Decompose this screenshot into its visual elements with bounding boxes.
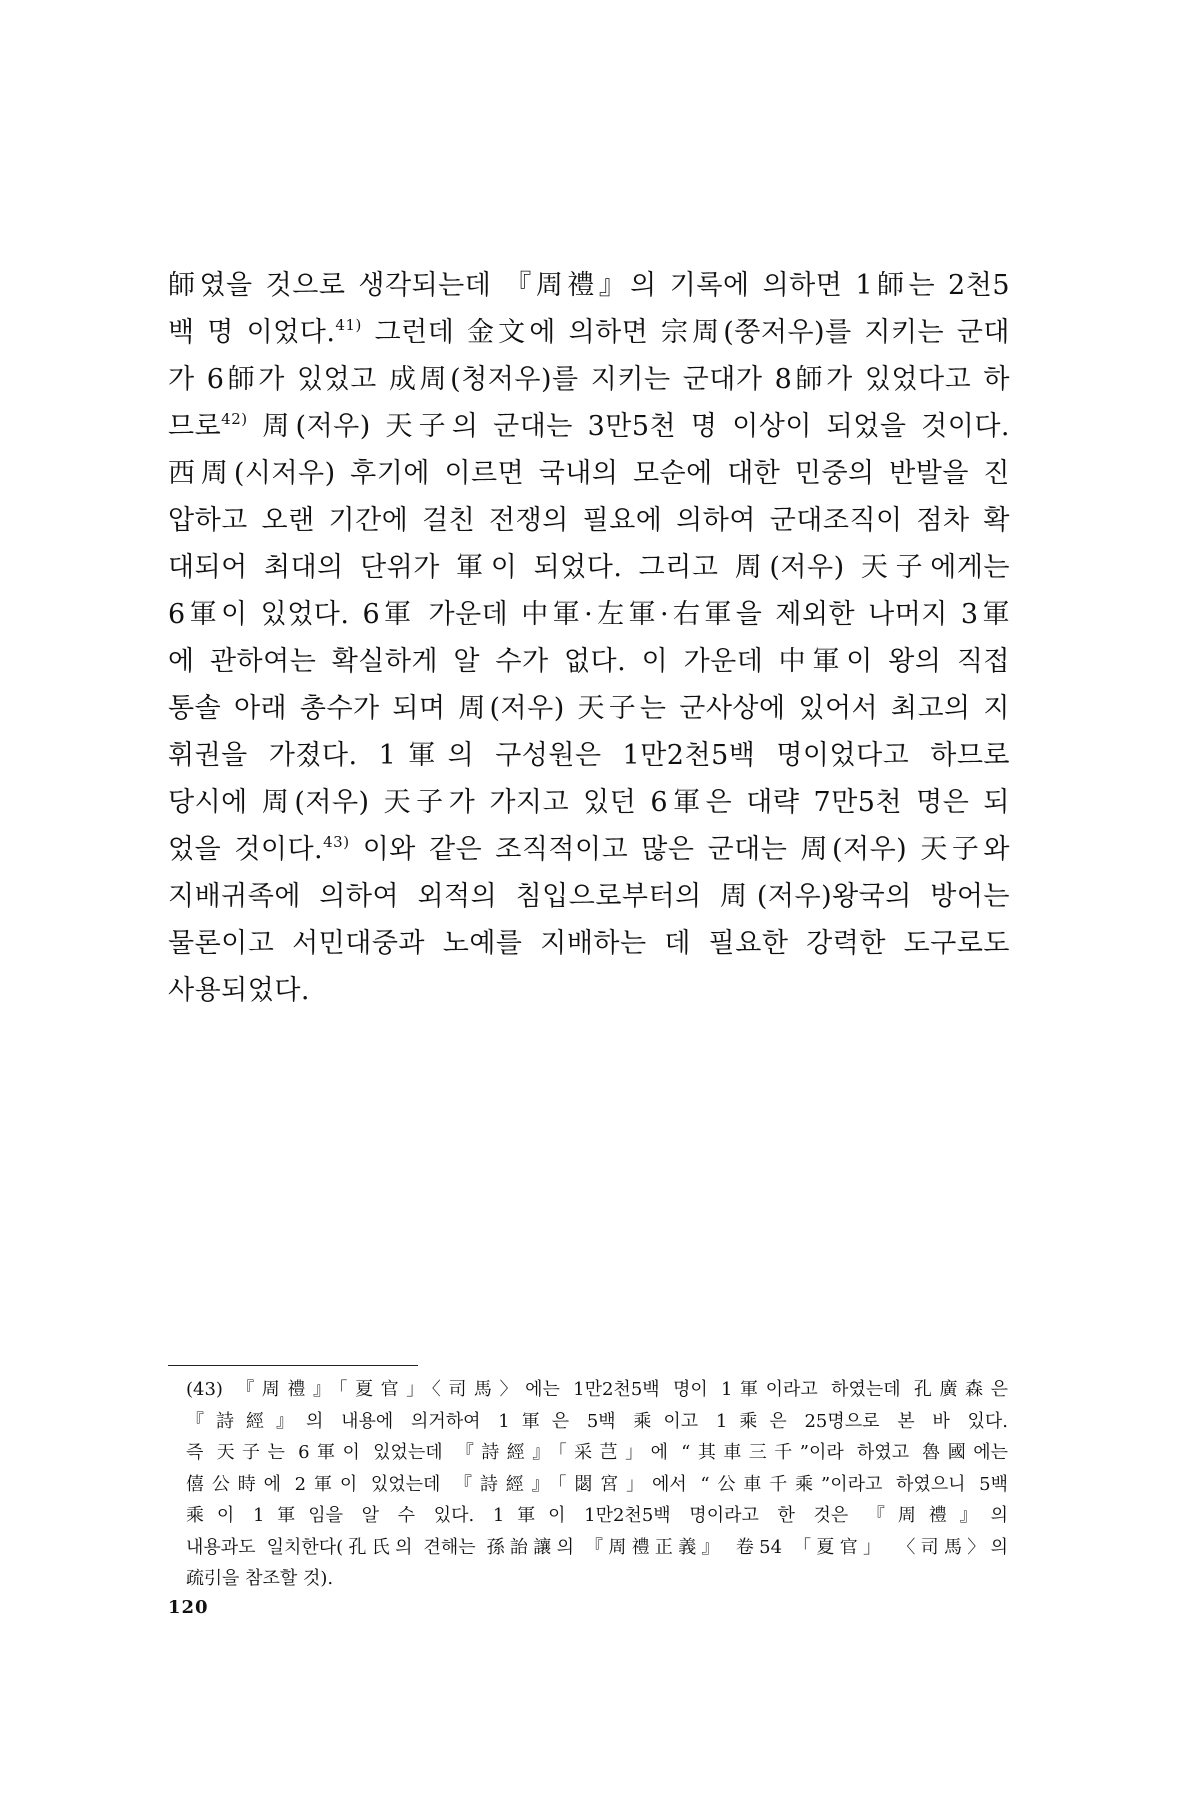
- footnote-line: 僖公時에 2軍이 있었는데 『詩經』「閟宮」에서 “公車千乘”이라고 하였으니 5백: [186, 1473, 1008, 1495]
- body-line: 西周(시저우) 후기에 이르면 국내의 모순에 대한 민중의 반발을 진: [168, 458, 1010, 489]
- body-line: [168, 826, 1010, 873]
- body-text: [168, 262, 1010, 1014]
- footnote-line: 『詩經』의 내용에 의거하여 1軍은 5백 乘이고 1乘은 25명으로 본 바 있다.: [186, 1410, 1008, 1432]
- body-line-text: 周(저우) 天子의 군대는 3만5천 명 이상이 되었을 것이다.: [262, 411, 1010, 442]
- body-line: 휘권을 가졌다. 1軍의 구성원은 1만2천5백 명이었다고 하므로: [168, 740, 1010, 771]
- footnote-line: (43) 『周禮』「夏官」〈司馬〉에는 1만2천5백 명이 1軍이라고 하였는데 孔廣森은: [186, 1379, 1008, 1400]
- footnote-ref-43[interactable]: 43): [323, 833, 350, 851]
- body-line-text: 므로: [168, 411, 222, 442]
- body-line: 대되어 최대의 단위가 軍이 되었다. 그리고 周(저우) 天子에게는: [168, 552, 1010, 583]
- body-line-text: 었을 것이다.: [168, 834, 324, 865]
- footnote-43: [186, 1374, 1008, 1595]
- body-line: 사용되었다.: [168, 975, 310, 1006]
- footnote-line: 즉 天子는 6軍이 있었는데 『詩經』「采芑」에 “其車三千”이라 하였고 魯國에는: [186, 1442, 1008, 1463]
- body-line: 6軍이 있었다. 6軍 가운데 中軍·左軍·右軍을 제외한 나머지 3軍: [168, 599, 1010, 630]
- body-line-text: 백 명 이었다.: [168, 317, 336, 348]
- body-line: [168, 309, 1010, 356]
- body-line: 압하고 오랜 기간에 걸친 전쟁의 필요에 의하여 군대조직이 점차 확: [168, 505, 1010, 536]
- footnote-ref-42[interactable]: 42): [221, 410, 248, 428]
- body-line: 에 관하여는 확실하게 알 수가 없다. 이 가운데 中軍이 왕의 직접: [168, 646, 1010, 677]
- body-line: 당시에 周(저우) 天子가 가지고 있던 6軍은 대략 7만5천 명은 되: [168, 787, 1010, 818]
- footnote-divider: [168, 1365, 418, 1366]
- footnote-ref-41[interactable]: 41): [335, 316, 362, 334]
- body-line-text: 그런데 金文에 의하면 宗周(쭝저우)를 지키는 군대: [374, 317, 1010, 348]
- page-number: 120: [168, 1597, 209, 1618]
- body-line-text: 이와 같은 조직적이고 많은 군대는 周(저우) 天子와: [362, 834, 1010, 865]
- footnote-line: 乘이 1軍임을 알 수 있다. 1軍이 1만2천5백 명이라고 한 것은 『周禮』의: [186, 1505, 1008, 1526]
- body-line: 통솔 아래 총수가 되며 周(저우) 天子는 군사상에 있어서 최고의 지: [168, 693, 1010, 724]
- body-line: 가 6師가 있었고 成周(청저우)를 지키는 군대가 8師가 있었다고 하: [168, 364, 1010, 395]
- body-line: 지배귀족에 의하여 외적의 침입으로부터의 周(저우)왕국의 방어는: [168, 881, 1010, 912]
- body-line: 師였을 것으로 생각되는데 『周禮』의 기록에 의하면 1師는 2천5: [168, 270, 1010, 301]
- footnote-line: 疏引을 참조할 것).: [186, 1568, 334, 1589]
- footnote-line: 내용과도 일치한다(孔氏의 견해는 孫詒讓의 『周禮正義』 卷54 「夏官」 〈司馬〉의: [186, 1536, 1008, 1558]
- body-line: [168, 403, 1010, 450]
- body-line: 물론이고 서민대중과 노예를 지배하는 데 필요한 강력한 도구로도: [168, 928, 1010, 959]
